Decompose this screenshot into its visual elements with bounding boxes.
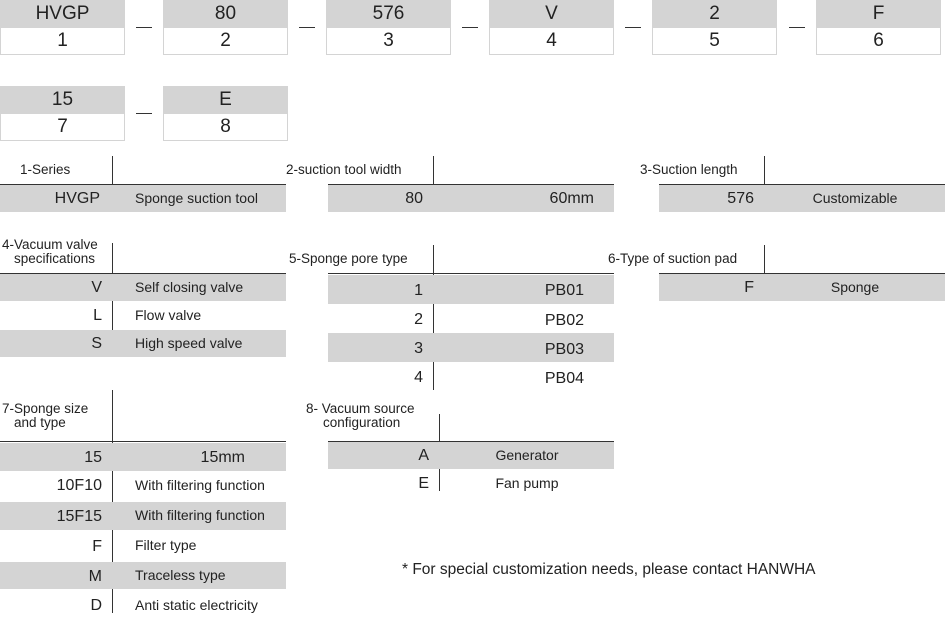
row-description: PB04 [544, 370, 584, 387]
row-description: Generator [495, 447, 559, 463]
code-value: F [816, 0, 941, 28]
table-row [328, 185, 614, 212]
table-row [659, 274, 945, 301]
row-description: With filtering function [135, 507, 265, 523]
table-row [328, 362, 614, 391]
code-value: 80 [163, 0, 288, 28]
code-position: 3 [326, 28, 451, 55]
row-code: M [88, 568, 102, 585]
table-row [0, 502, 286, 530]
table-row [0, 274, 286, 301]
code-value: 2 [652, 0, 777, 28]
pad-title: 6-Type of suction pad [608, 251, 738, 266]
row-code: 15F15 [56, 508, 102, 525]
separator-dash [625, 27, 641, 28]
row-description: Sponge [830, 279, 880, 295]
separator-dash [136, 27, 152, 28]
row-description: 15mm [200, 449, 245, 466]
code-box-7 [0, 86, 125, 142]
row-description: With filtering function [135, 477, 265, 493]
valve-title-line1: 4-Vacuum valve [2, 237, 98, 252]
code-position: 2 [163, 28, 288, 55]
code-value: V [489, 0, 614, 28]
code-value: 576 [326, 0, 451, 28]
table-row [0, 590, 286, 613]
code-position: 8 [163, 114, 288, 141]
table-row [0, 302, 286, 329]
row-code: 3 [414, 340, 423, 357]
code-position: 6 [816, 28, 941, 55]
row-code: D [90, 597, 102, 614]
row-description: PB03 [544, 341, 584, 358]
header-rule [0, 441, 286, 442]
code-box-6 [816, 0, 941, 56]
row-code: A [418, 447, 429, 464]
valve-title-line2: specifications [14, 251, 96, 266]
code-value: E [163, 86, 288, 114]
pore-title: 5-Sponge pore type [289, 251, 408, 266]
code-box-1 [0, 0, 125, 56]
code-box-5 [652, 0, 777, 56]
row-description: PB02 [544, 312, 584, 329]
row-description: Flow valve [135, 307, 202, 323]
row-code: L [93, 307, 102, 324]
row-description: High speed valve [135, 335, 243, 351]
sponge-size-title-line2: and type [14, 415, 66, 430]
code-position: 1 [0, 28, 125, 55]
row-description: Anti static electricity [135, 597, 258, 613]
row-description: Fan pump [495, 475, 559, 491]
row-description: PB01 [544, 282, 584, 299]
customization-note: * For special customization needs, please contact HANWHA [402, 561, 816, 578]
row-description: Sponge suction tool [135, 190, 258, 206]
table-row [0, 471, 286, 501]
row-description: Self closing valve [135, 279, 244, 295]
table-row [328, 275, 614, 304]
width-title: 2-suction tool width [286, 162, 402, 177]
code-position: 5 [652, 28, 777, 55]
table-row [0, 443, 286, 471]
table-row [0, 562, 286, 589]
row-description: 60mm [549, 190, 594, 207]
series-title: 1-Series [20, 162, 71, 177]
row-code: F [92, 538, 102, 555]
row-code: 15 [84, 449, 102, 466]
table-row [328, 304, 614, 333]
code-value: HVGP [0, 0, 125, 28]
row-code: 10F10 [56, 477, 102, 494]
table-row [328, 442, 614, 469]
sponge-size-title-line1: 7-Sponge size [2, 401, 89, 416]
row-code: F [744, 279, 754, 296]
code-box-4 [489, 0, 614, 56]
row-description: Filter type [135, 537, 197, 553]
code-position: 4 [489, 28, 614, 55]
row-description: Traceless type [135, 567, 226, 583]
row-code: V [91, 279, 102, 296]
row-code: 576 [727, 190, 754, 207]
row-code: E [418, 475, 429, 492]
code-box-3 [326, 0, 451, 56]
code-box-8 [163, 86, 288, 142]
code-box-2 [163, 0, 288, 56]
row-code: 80 [405, 190, 423, 207]
row-code: 4 [414, 369, 423, 386]
length-title: 3-Suction length [640, 162, 738, 177]
code-position: 7 [0, 114, 125, 141]
row-code: 2 [414, 311, 423, 328]
separator-dash [462, 27, 478, 28]
vacuum-source-title-line1: 8- Vacuum source [306, 401, 415, 416]
table-row [0, 330, 286, 357]
table-row [328, 333, 614, 362]
table-row [0, 531, 286, 561]
row-code: 1 [414, 282, 423, 299]
vacuum-source-title-line2: configuration [323, 415, 401, 430]
code-value: 15 [0, 86, 125, 114]
row-code: S [91, 335, 102, 352]
table-row [0, 185, 286, 212]
row-code: HVGP [54, 190, 100, 207]
row-description: Customizable [812, 190, 898, 206]
separator-dash [136, 113, 152, 114]
table-row [328, 470, 614, 497]
separator-dash [299, 27, 315, 28]
header-rule [328, 273, 614, 274]
separator-dash [789, 27, 805, 28]
table-row [659, 185, 945, 212]
